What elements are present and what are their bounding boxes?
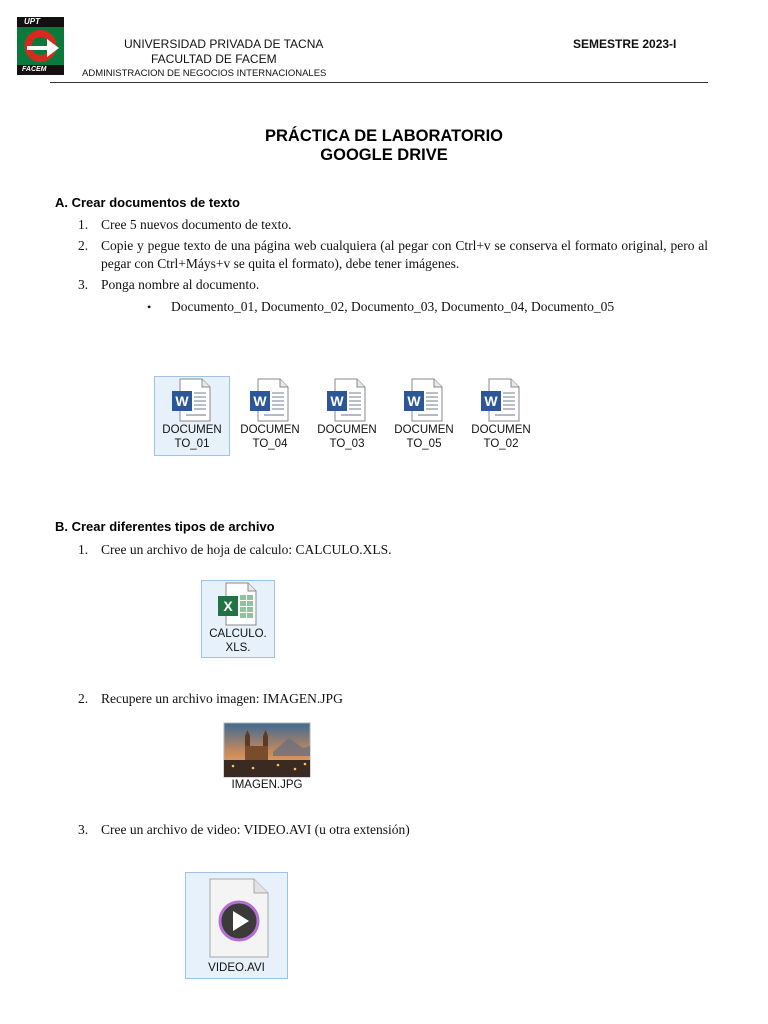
section-a-heading: A. Crear documentos de texto <box>55 195 240 210</box>
item-text: Ponga nombre al documento. <box>101 277 260 292</box>
file-documento-03[interactable] <box>311 377 383 457</box>
svg-text:W: W <box>407 393 421 409</box>
word-doc-icon <box>246 377 294 423</box>
item-number: 3. <box>78 277 89 292</box>
word-doc-icon <box>168 377 216 423</box>
item-text: Cree 5 nuevos documento de texto. <box>101 217 292 232</box>
file-documento-05[interactable] <box>388 377 460 457</box>
image-thumbnail <box>223 722 311 778</box>
item-text: Cree un archivo de video: VIDEO.AVI (u otra extensión) <box>101 822 410 837</box>
svg-text:W: W <box>253 393 267 409</box>
file-calculo-xls[interactable] <box>201 580 275 658</box>
list-item <box>78 821 708 839</box>
file-name-line1: DOCUMEN <box>471 424 531 436</box>
svg-text:W: W <box>330 393 344 409</box>
faculty-name: FACULTAD DE FACEM <box>151 52 277 66</box>
svg-text:X: X <box>223 598 233 614</box>
item-number: 2. <box>78 238 89 253</box>
list-item <box>78 541 708 559</box>
svg-text:W: W <box>484 393 498 409</box>
program-name: ADMINISTRACION DE NEGOCIOS INTERNACIONALES <box>82 68 327 79</box>
file-name: IMAGEN.JPG <box>231 779 303 791</box>
list-item <box>78 690 708 708</box>
file-name-line2: TO_04 <box>252 438 288 450</box>
word-doc-icon <box>323 377 371 423</box>
word-doc-icon <box>477 377 525 423</box>
list-item <box>78 276 708 294</box>
item-text: Copie y pegue texto de una página web cualquiera (al pegar con Ctrl+v se conserva el formato original, pero al pegar con Ctrl+Máys+v se quita el formato), debe tener imágenes. <box>101 238 708 271</box>
svg-text:W: W <box>175 393 189 409</box>
item-number: 3. <box>78 822 89 837</box>
file-video-avi[interactable] <box>185 872 288 979</box>
list-item <box>78 237 708 273</box>
file-documento-01[interactable] <box>154 376 230 456</box>
file-name: VIDEO.AVI <box>208 962 265 974</box>
video-file-icon <box>202 877 272 959</box>
file-documento-04[interactable] <box>234 377 306 457</box>
semester-label: SEMESTRE 2023-I <box>573 37 677 51</box>
word-doc-icon <box>400 377 448 423</box>
file-name-line1: DOCUMEN <box>317 424 377 436</box>
file-name-line2: TO_05 <box>406 438 442 450</box>
file-name-line2: XLS. <box>225 642 251 654</box>
file-name-line1: DOCUMEN <box>162 424 222 436</box>
item-text: Recupere un archivo imagen: IMAGEN.JPG <box>101 691 343 706</box>
item-text: Cree un archivo de hoja de calculo: CALCULO.XLS. <box>101 542 392 557</box>
file-name-line1: DOCUMEN <box>240 424 300 436</box>
file-name-line2: TO_01 <box>174 438 210 450</box>
item-number: 1. <box>78 542 89 557</box>
file-name-line1: CALCULO. <box>209 628 267 640</box>
logo-bottom-text: FACEM <box>22 66 47 73</box>
university-name: UNIVERSIDAD PRIVADA DE TACNA <box>124 37 324 51</box>
header-divider <box>50 82 708 83</box>
logo-top-text: UPT <box>24 17 40 26</box>
bullet-text: Documento_01, Documento_02, Documento_03, Documento_04, Documento_05 <box>171 299 615 314</box>
item-number: 1. <box>78 217 89 232</box>
file-name-line1: DOCUMEN <box>394 424 454 436</box>
file-name-line2: TO_02 <box>483 438 519 450</box>
excel-file-icon <box>214 581 262 627</box>
bullet-icon: • <box>147 300 152 314</box>
section-b-heading: B. Crear diferentes tipos de archivo <box>55 519 275 534</box>
page-title: PRÁCTICA DE LABORATORIO <box>264 127 504 145</box>
list-item <box>78 216 708 234</box>
file-documento-02[interactable] <box>465 377 537 457</box>
item-number: 2. <box>78 691 89 706</box>
file-name-line2: TO_03 <box>329 438 365 450</box>
file-imagen-jpg[interactable] <box>221 722 313 798</box>
page-subtitle: GOOGLE DRIVE <box>320 146 448 164</box>
